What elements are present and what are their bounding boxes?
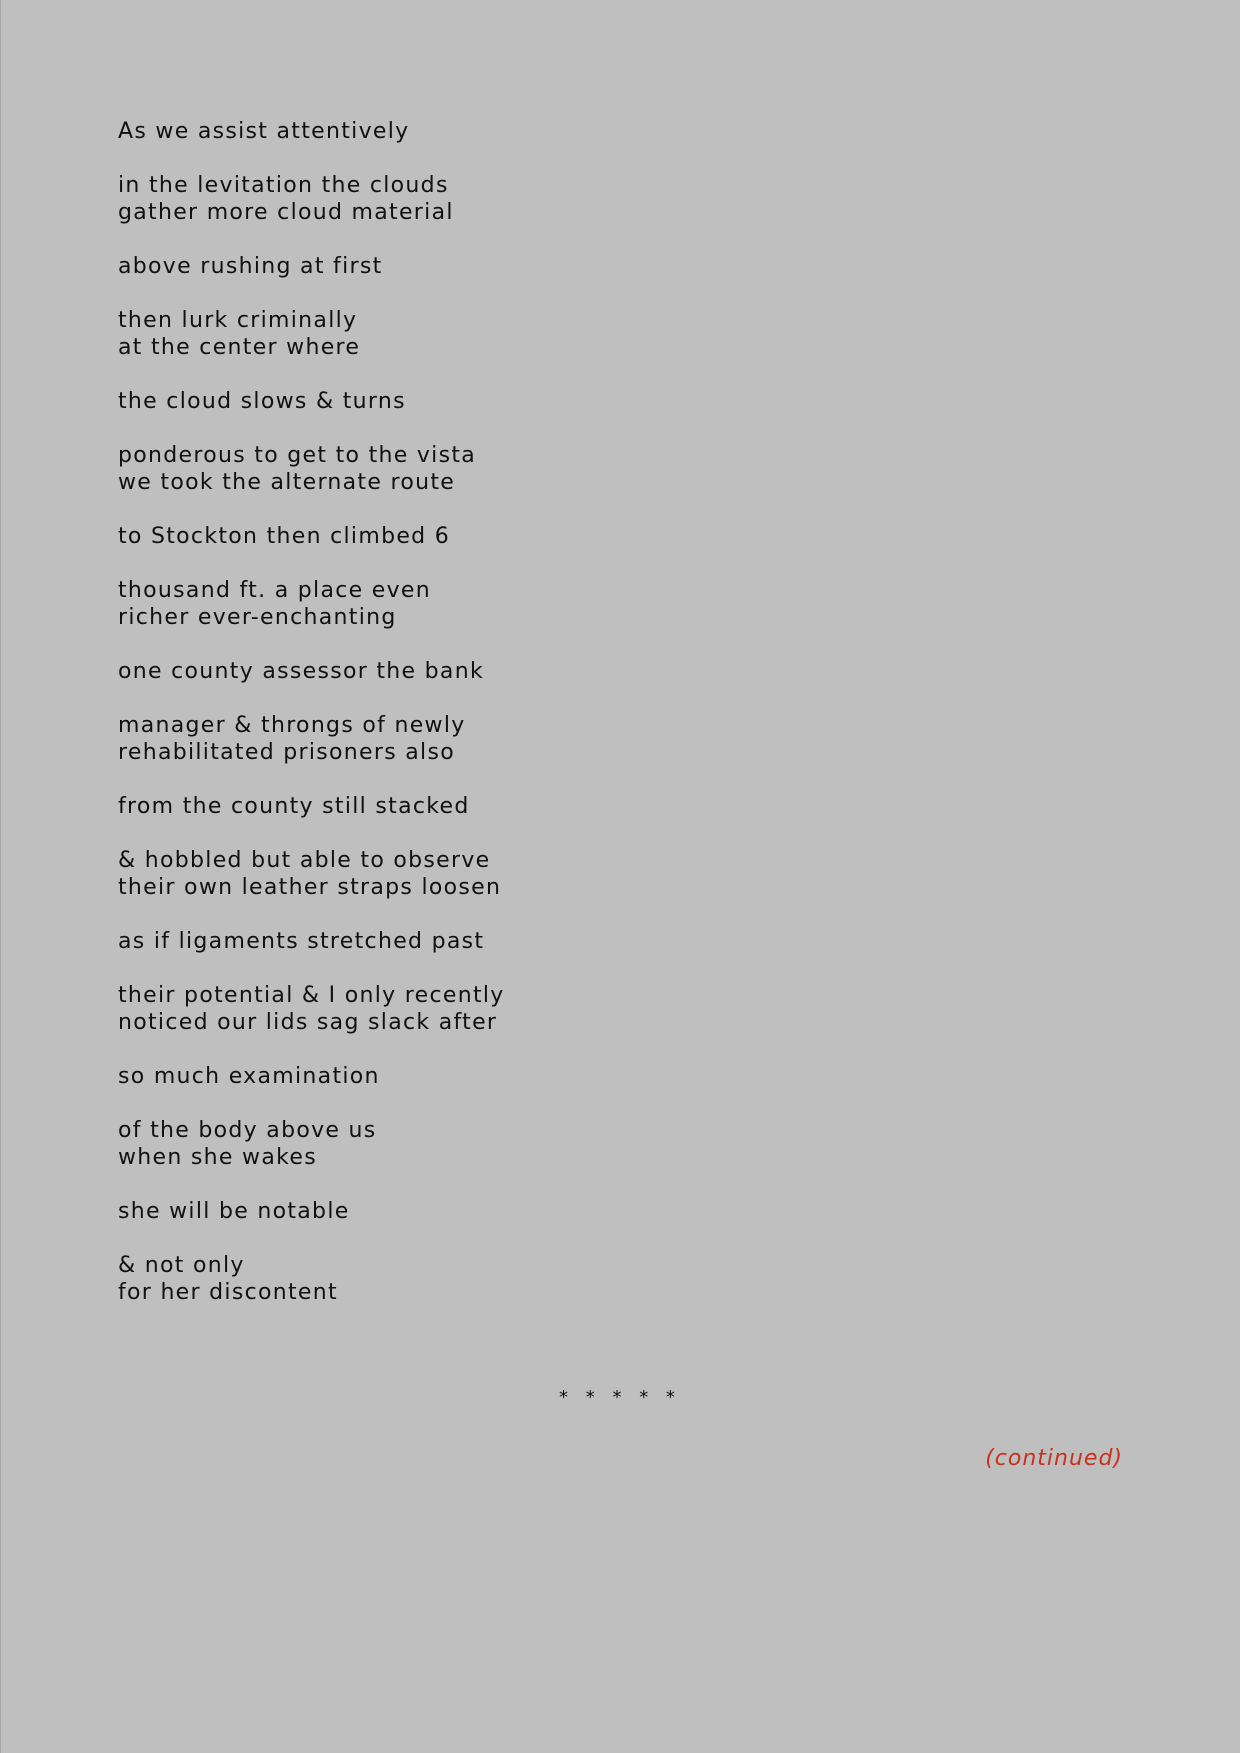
poem-line: As we assist attentively: [118, 119, 410, 144]
poem-line: ponderous to get to the vista: [118, 443, 477, 468]
stanza: [118, 793, 1018, 820]
stanza: [118, 442, 1018, 496]
poem-line: to Stockton then climbed 6: [118, 524, 451, 549]
poem-line: from the county still stacked: [118, 794, 470, 819]
poem-line: in the levitation the clouds: [118, 173, 449, 198]
poem-line: then lurk criminally: [118, 308, 358, 333]
stanza: [118, 307, 1018, 361]
poem-line: as if ligaments stretched past: [118, 929, 485, 954]
poem-line: manager & throngs of newly: [118, 713, 466, 738]
poem-line: above rushing at first: [118, 254, 383, 279]
poem: [118, 118, 1018, 1333]
poem-line: so much examination: [118, 1064, 380, 1089]
poem-line: thousand ft. a place even: [118, 578, 431, 603]
poem-line: richer ever-enchanting: [118, 605, 397, 630]
stanza: [118, 928, 1018, 955]
poem-line: for her discontent: [118, 1280, 338, 1305]
continued-label: (continued): [985, 1446, 1123, 1471]
section-separator: * * * * *: [559, 1387, 681, 1408]
poem-line: the cloud slows & turns: [118, 389, 406, 414]
poem-line: their own leather straps loosen: [118, 875, 502, 900]
stanza: [118, 388, 1018, 415]
poem-line: of the body above us: [118, 1118, 377, 1143]
poem-line: & not only: [118, 1253, 245, 1278]
stanza: [118, 253, 1018, 280]
poem-line: at the center where: [118, 335, 361, 360]
stanza: [118, 577, 1018, 631]
stanza: [118, 523, 1018, 550]
stanza: [118, 172, 1018, 226]
poem-line: we took the alternate route: [118, 470, 456, 495]
poem-line: when she wakes: [118, 1145, 317, 1170]
stanza: [118, 118, 1018, 145]
stanza: [118, 1117, 1018, 1171]
page-edge: [0, 0, 1, 1753]
poem-line: one county assessor the bank: [118, 659, 485, 684]
stanza: [118, 847, 1018, 901]
poem-line: & hobbled but able to observe: [118, 848, 491, 873]
stanza: [118, 658, 1018, 685]
stanza: [118, 1063, 1018, 1090]
stanza: [118, 1252, 1018, 1306]
poem-line: she will be notable: [118, 1199, 350, 1224]
poem-line: their potential & I only recently: [118, 983, 505, 1008]
stanza: [118, 1198, 1018, 1225]
poem-line: gather more cloud material: [118, 200, 454, 225]
stanza: [118, 982, 1018, 1036]
poem-line: noticed our lids sag slack after: [118, 1010, 498, 1035]
stanza: [118, 712, 1018, 766]
poem-line: rehabilitated prisoners also: [118, 740, 455, 765]
